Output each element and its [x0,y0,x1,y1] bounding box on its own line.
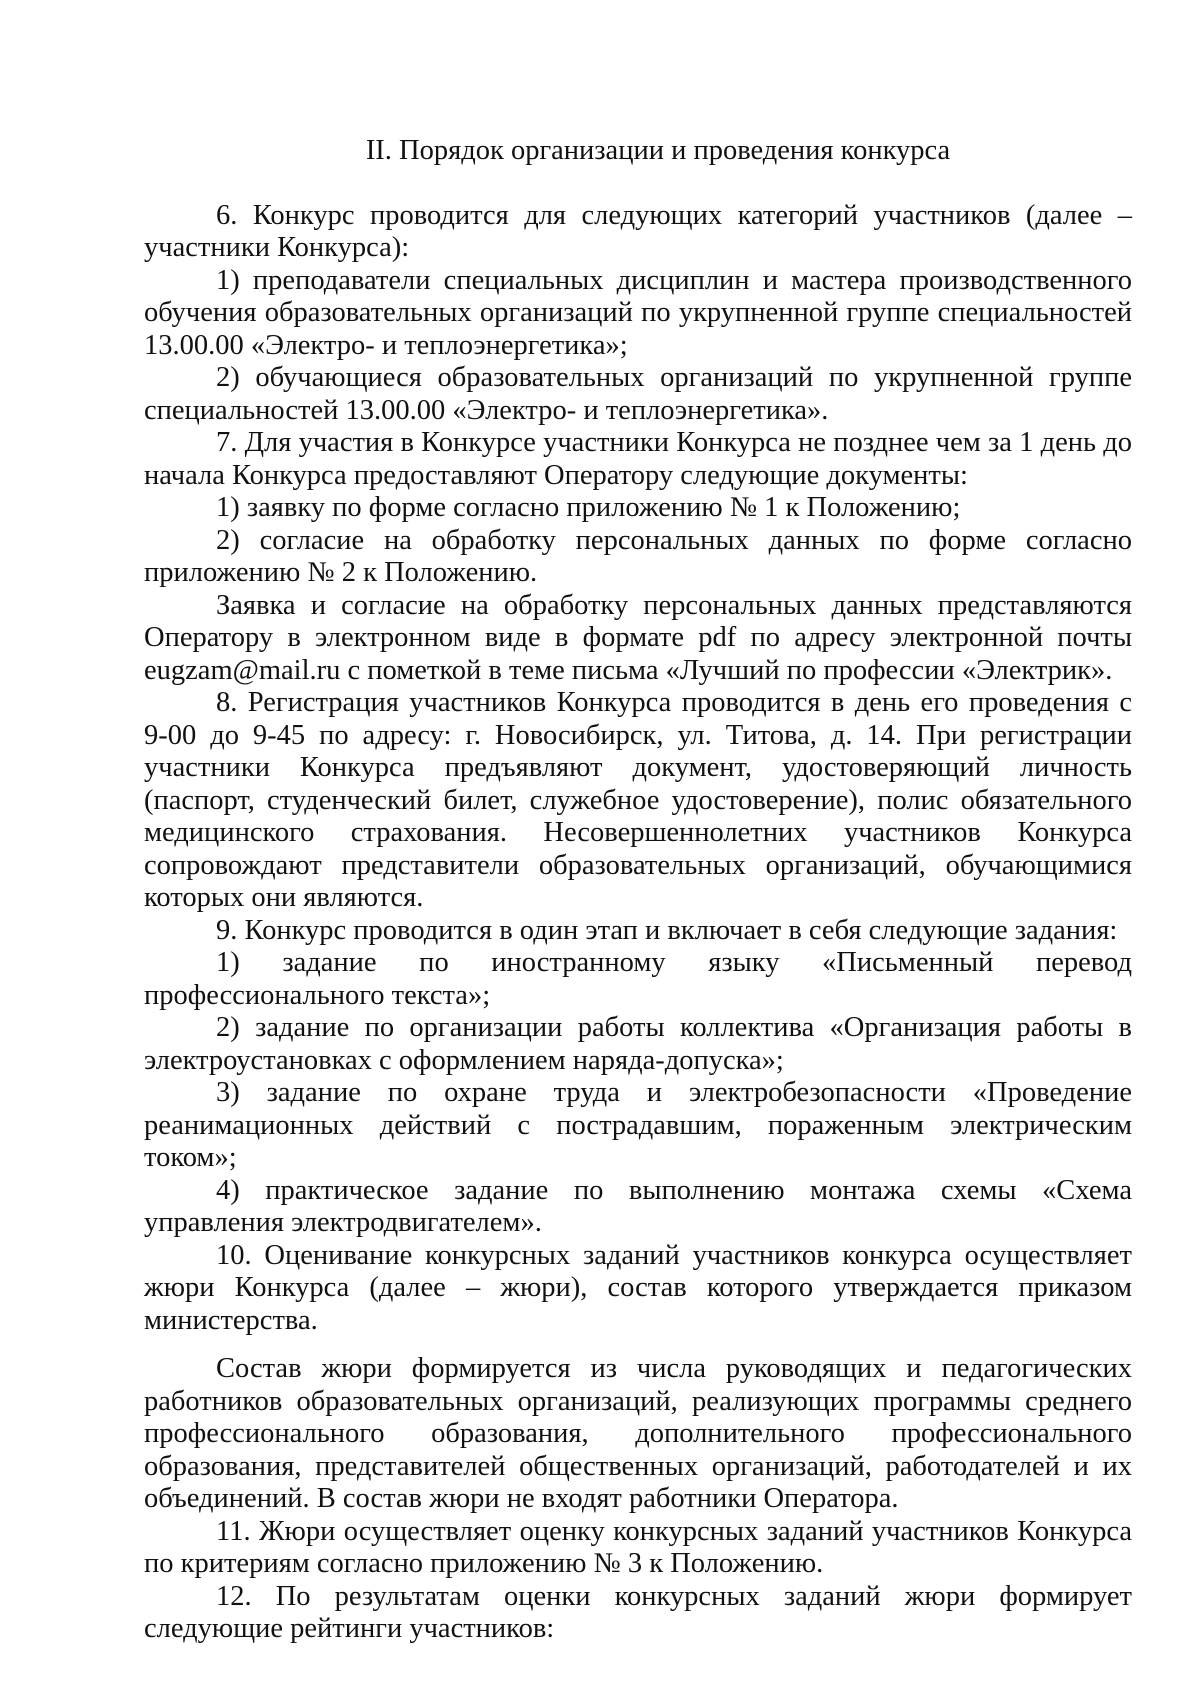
paragraph-9-item-3: 3) задание по охране труда и электробезопасности «Проведение реанимационных действий с пострадавшим, пораженным электрическим током»; [144,1077,1132,1173]
page-content [144,135,1132,1646]
paragraph-7-note: Заявка и согласие на обработку персональных данных представляются Оператору в электронном виде в формате pdf по адресу электронной почты eugzam@mail.ru с пометкой в теме письма «Лучший по профессии «Электрик». [144,589,1132,686]
paragraph-8: 8. Регистрация участников Конкурса проводится в день его проведения с 9-00 до 9-45 по адресу: г. Новосибирск, ул. Титова, д. 14. При регистрации участники Конкурса предъявляют документ, удостоверяющий личность (паспорт, студенческий билет, служебное удостоверение), полис обязательного медицинского страхования. Несовершеннолетних участников Конкурса сопровождают представители образовательных организаций, обучающимися которых они являются. [144,687,1132,913]
paragraph-9-item-2: 2) задание по организации работы коллектива «Организация работы в электроустановках с оформлением наряда-допуска»; [144,1012,1132,1076]
paragraph-9-item-1: 1) задание по иностранному языку «Письменный перевод профессионального текста»; [144,947,1132,1011]
paragraph-10-jury-composition: Состав жюри формируется из числа руководящих и педагогических работников образовательных организаций, реализующих программы среднего профессионального образования, дополнительного профессионального образования, представителей общественных организаций, работодателей и их объединений. В состав жюри не входят работники Оператора. [144,1353,1132,1514]
paragraph-10: 10. Оценивание конкурсных заданий участников конкурса осуществляет жюри Конкурса (далее – жюри), состав которого утверждается приказом министерства. [144,1239,1132,1336]
paragraph-7-item-2: 2) согласие на обработку персональных данных по форме согласно приложению № 2 к Положению. [144,524,1132,588]
paragraph-7: 7. Для участия в Конкурсе участники Конкурса не позднее чем за 1 день до начала Конкурса предоставляют Оператору следующие документы: [144,427,1132,491]
paragraph-9-item-4: 4) практическое задание по выполнению монтажа схемы «Схема управления электродвигателем». [144,1174,1132,1238]
paragraph-12: 12. По результатам оценки конкурсных заданий жюри формирует следующие рейтинги участников: [144,1580,1132,1644]
paragraph-6-item-1: 1) преподаватели специальных дисциплин и мастера производственного обучения образовательных организаций по укрупненной группе специальностей 13.00.00 «Электро- и теплоэнергетика»; [144,264,1132,361]
paragraph-11: 11. Жюри осуществляет оценку конкурсных заданий участников Конкурса по критериям согласно приложению № 3 к Положению. [144,1515,1132,1579]
paragraph-6-item-2: 2) обучающиеся образовательных организаций по укрупненной группе специальностей 13.00.00 «Электро- и теплоэнергетика». [144,362,1132,426]
paragraph-7-item-1: 1) заявку по форме согласно приложению № 1 к Положению; [216,492,961,523]
section-title: II. Порядок организации и проведения конкурса [365,135,951,166]
paragraph-9: 9. Конкурс проводится в один этап и включает в себя следующие задания: [216,914,1118,946]
paragraph-6: 6. Конкурс проводится для следующих категорий участников (далее – участники Конкурса): [144,199,1132,263]
